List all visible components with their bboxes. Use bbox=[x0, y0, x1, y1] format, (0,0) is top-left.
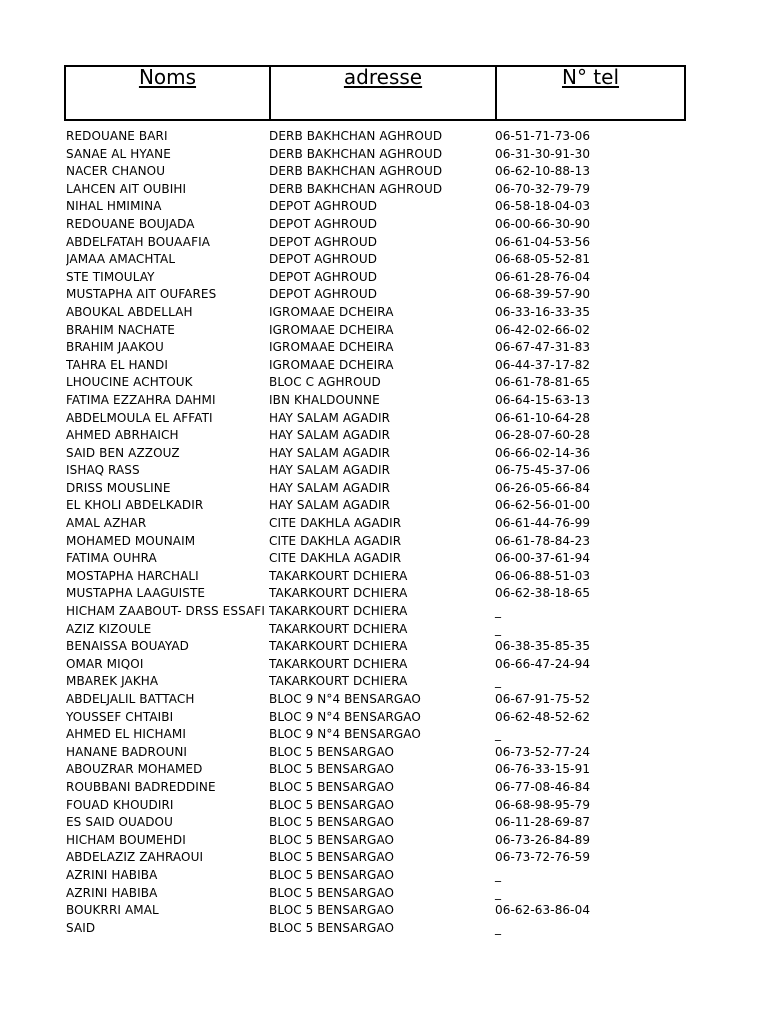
table-row bbox=[66, 497, 686, 515]
name-cell: SAID BEN AZZOUZ bbox=[66, 445, 180, 460]
name-cell: MUSTAPHA AIT OUFARES bbox=[66, 287, 217, 302]
name-cell: LAHCEN AIT OUBIHI bbox=[66, 181, 187, 196]
phone-cell: 06-73-26-84-89 bbox=[495, 832, 591, 847]
phone-cell: 06-62-48-52-62 bbox=[495, 709, 591, 724]
name-cell: JAMAA AMACHTAL bbox=[66, 252, 176, 267]
table-row bbox=[66, 568, 686, 586]
address-cell: HAY SALAM AGADIR bbox=[269, 410, 391, 425]
phone-cell: 06-77-08-46-84 bbox=[495, 779, 591, 794]
table-row bbox=[66, 656, 686, 674]
name-cell: ABDELMOULA EL AFFATI bbox=[66, 410, 213, 425]
address-cell: TAKARKOURT DCHIERA bbox=[269, 621, 408, 636]
phone-cell: _ bbox=[495, 885, 502, 900]
phone-cell: 06-00-37-61-94 bbox=[495, 551, 591, 566]
phone-cell: 06-75-45-37-06 bbox=[495, 463, 591, 478]
phone-cell: 06-61-28-76-04 bbox=[495, 269, 591, 284]
phone-cell: _ bbox=[495, 621, 502, 636]
address-cell: BLOC 5 BENSARGAO bbox=[269, 832, 395, 847]
phone-cell: 06-61-78-84-23 bbox=[495, 533, 591, 548]
address-cell: BLOC 5 BENSARGAO bbox=[269, 797, 395, 812]
name-cell: MUSTAPHA LAAGUISTE bbox=[66, 586, 206, 601]
name-cell: HANANE BADROUNI bbox=[66, 744, 188, 759]
table-row bbox=[66, 357, 686, 375]
name-cell: LHOUCINE ACHTOUK bbox=[66, 375, 193, 390]
name-cell: ROUBBANI BADREDDINE bbox=[66, 779, 216, 794]
address-cell: BLOC 5 BENSARGAO bbox=[269, 867, 395, 882]
address-cell: BLOC 5 BENSARGAO bbox=[269, 744, 395, 759]
address-cell: DEPOT AGHROUD bbox=[269, 287, 378, 302]
table-row bbox=[66, 515, 686, 533]
table-row bbox=[66, 198, 686, 216]
name-cell: BRAHIM JAAKOU bbox=[66, 340, 164, 355]
address-cell: HAY SALAM AGADIR bbox=[269, 463, 391, 478]
address-cell: TAKARKOURT DCHIERA bbox=[269, 586, 408, 601]
table-row bbox=[66, 374, 686, 392]
phone-cell: 06-58-18-04-03 bbox=[495, 199, 591, 214]
table-row bbox=[66, 462, 686, 480]
phone-cell: _ bbox=[495, 674, 502, 689]
address-cell: BLOC 9 N°4 BENSARGAO bbox=[269, 692, 421, 706]
table-body bbox=[66, 128, 686, 937]
phone-cell: 06-76-33-15-91 bbox=[495, 762, 591, 777]
address-cell: BLOC 5 BENSARGAO bbox=[269, 762, 395, 777]
table-row bbox=[66, 146, 686, 164]
phone-cell: 06-31-30-91-30 bbox=[495, 146, 591, 161]
phone-cell: 06-44-37-17-82 bbox=[495, 357, 591, 372]
name-cell: ABDELFATAH BOUAAFIA bbox=[66, 234, 211, 249]
address-cell: DEPOT AGHROUD bbox=[269, 199, 378, 214]
table-row bbox=[66, 761, 686, 779]
phone-cell: 06-62-10-88-13 bbox=[495, 164, 591, 179]
table-row bbox=[66, 797, 686, 815]
header-cell-phone bbox=[495, 67, 684, 119]
phone-cell: 06-26-05-66-84 bbox=[495, 480, 591, 495]
phone-cell: 06-61-44-76-99 bbox=[495, 516, 591, 531]
phone-cell: 06-73-72-76-59 bbox=[495, 850, 591, 865]
address-cell: TAKARKOURT DCHIERA bbox=[269, 604, 408, 619]
address-cell: BLOC 5 BENSARGAO bbox=[269, 815, 395, 830]
address-cell: BLOC 5 BENSARGAO bbox=[269, 850, 395, 865]
phone-cell: 06-67-91-75-52 bbox=[495, 692, 591, 706]
table-row bbox=[66, 251, 686, 269]
header-address-label: adresse bbox=[343, 65, 423, 89]
address-cell: IBN KHALDOUNNE bbox=[269, 392, 380, 407]
phone-cell: 06-67-47-31-83 bbox=[495, 340, 591, 355]
name-cell: AHMED ABRHAICH bbox=[66, 428, 179, 443]
address-cell: DERB BAKHCHAN AGHROUD bbox=[269, 146, 443, 161]
header-phone-label: N° tel bbox=[561, 65, 620, 89]
phone-cell: 06-70-32-79-79 bbox=[495, 181, 591, 196]
address-cell: BLOC 5 BENSARGAO bbox=[269, 779, 395, 794]
phone-cell: 06-66-02-14-36 bbox=[495, 445, 591, 460]
address-cell: HAY SALAM AGADIR bbox=[269, 428, 391, 443]
table-header bbox=[64, 65, 686, 121]
address-cell: IGROMAAE DCHEIRA bbox=[269, 304, 394, 319]
name-cell: FATIMA OUHRA bbox=[66, 551, 157, 566]
phone-cell: 06-38-35-85-35 bbox=[495, 639, 591, 654]
name-cell: AZRINI HABIBA bbox=[66, 885, 158, 900]
name-cell: ABOUKAL ABDELLAH bbox=[66, 304, 193, 319]
table-row bbox=[66, 163, 686, 181]
name-cell: ABOUZRAR MOHAMED bbox=[66, 762, 203, 777]
address-cell: IGROMAAE DCHEIRA bbox=[269, 322, 394, 337]
name-cell: ABDELAZIZ ZAHRAOUI bbox=[66, 850, 204, 865]
table-row bbox=[66, 181, 686, 199]
address-cell: DERB BAKHCHAN AGHROUD bbox=[269, 164, 443, 179]
name-cell: FATIMA EZZAHRA DAHMI bbox=[66, 392, 216, 407]
name-cell: MBAREK JAKHA bbox=[66, 674, 159, 689]
address-cell: HAY SALAM AGADIR bbox=[269, 445, 391, 460]
table-row bbox=[66, 216, 686, 234]
phone-cell: 06-33-16-33-35 bbox=[495, 304, 591, 319]
table-row bbox=[66, 779, 686, 797]
name-cell: STE TIMOULAY bbox=[66, 269, 155, 284]
phone-cell: 06-66-47-24-94 bbox=[495, 656, 591, 671]
address-cell: TAKARKOURT DCHIERA bbox=[269, 568, 408, 583]
phone-cell: 06-42-02-66-02 bbox=[495, 322, 591, 337]
address-cell: BLOC 9 N°4 BENSARGAO bbox=[269, 709, 421, 724]
table-row bbox=[66, 885, 686, 903]
phone-cell: 06-51-71-73-06 bbox=[495, 129, 591, 143]
table-row bbox=[66, 832, 686, 850]
table-row bbox=[66, 550, 686, 568]
name-cell: REDOUANE BARI bbox=[66, 129, 168, 143]
address-cell: TAKARKOURT DCHIERA bbox=[269, 639, 408, 654]
table-row bbox=[66, 269, 686, 287]
name-cell: SANAE AL HYANE bbox=[66, 146, 171, 161]
name-cell: AHMED EL HICHAMI bbox=[66, 727, 186, 742]
address-cell: BLOC 9 N°4 BENSARGAO bbox=[269, 727, 421, 742]
table-row bbox=[66, 410, 686, 428]
table-row bbox=[66, 920, 686, 938]
address-cell: BLOC 5 BENSARGAO bbox=[269, 885, 395, 900]
address-cell: DEPOT AGHROUD bbox=[269, 216, 378, 231]
name-cell: BRAHIM NACHATE bbox=[66, 322, 175, 337]
header-cell-names bbox=[66, 67, 269, 119]
table-row bbox=[66, 427, 686, 445]
address-cell: CITE DAKHLA AGADIR bbox=[269, 551, 402, 566]
name-cell: AMAL AZHAR bbox=[66, 516, 147, 531]
name-cell: ABDELJALIL BATTACH bbox=[66, 692, 195, 706]
name-cell: OMAR MIQOI bbox=[66, 656, 144, 671]
address-cell: IGROMAAE DCHEIRA bbox=[269, 357, 394, 372]
address-cell: BLOC 5 BENSARGAO bbox=[269, 920, 395, 935]
name-cell: ISHAQ RASS bbox=[66, 463, 140, 478]
address-cell: IGROMAAE DCHEIRA bbox=[269, 340, 394, 355]
name-cell: BENAISSA BOUAYAD bbox=[66, 639, 189, 654]
address-cell: DEPOT AGHROUD bbox=[269, 269, 378, 284]
phone-cell: _ bbox=[495, 867, 502, 882]
phone-cell: _ bbox=[495, 727, 502, 742]
name-cell: DRISS MOUSLINE bbox=[66, 480, 171, 495]
address-cell: HAY SALAM AGADIR bbox=[269, 480, 391, 495]
phone-cell: 06-68-39-57-90 bbox=[495, 287, 591, 302]
phone-cell: 06-62-56-01-00 bbox=[495, 498, 591, 513]
address-cell: BLOC C AGHROUD bbox=[269, 375, 381, 390]
phone-cell: 06-06-88-51-03 bbox=[495, 568, 591, 583]
table-row bbox=[66, 445, 686, 463]
table-row bbox=[66, 902, 686, 920]
table-row bbox=[66, 849, 686, 867]
table-row bbox=[66, 128, 686, 146]
name-cell: NIHAL HMIMINA bbox=[66, 199, 162, 214]
address-cell: TAKARKOURT DCHIERA bbox=[269, 656, 408, 671]
table-row bbox=[66, 709, 686, 727]
name-cell: MOHAMED MOUNAIM bbox=[66, 533, 196, 548]
table-row bbox=[66, 638, 686, 656]
phone-cell: 06-62-38-18-65 bbox=[495, 586, 591, 601]
header-cell-address bbox=[269, 67, 495, 119]
table-row bbox=[66, 304, 686, 322]
name-cell: YOUSSEF CHTAIBI bbox=[66, 709, 174, 724]
table-row bbox=[66, 673, 686, 691]
phone-cell: 06-11-28-69-87 bbox=[495, 815, 591, 830]
table-row bbox=[66, 621, 686, 639]
name-cell: SAID bbox=[66, 920, 96, 935]
name-cell: FOUAD KHOUDIRI bbox=[66, 797, 174, 812]
table-row bbox=[66, 234, 686, 252]
name-cell: EL KHOLI ABDELKADIR bbox=[66, 498, 204, 513]
table-row bbox=[66, 339, 686, 357]
table-row bbox=[66, 585, 686, 603]
address-cell: DEPOT AGHROUD bbox=[269, 252, 378, 267]
phone-cell: 06-61-04-53-56 bbox=[495, 234, 591, 249]
address-cell: TAKARKOURT DCHIERA bbox=[269, 674, 408, 689]
phone-cell: 06-28-07-60-28 bbox=[495, 428, 591, 443]
address-cell: BLOC 5 BENSARGAO bbox=[269, 903, 395, 918]
table-row bbox=[66, 814, 686, 832]
address-cell: CITE DAKHLA AGADIR bbox=[269, 533, 402, 548]
table-row bbox=[66, 726, 686, 744]
name-cell: REDOUANE BOUJADA bbox=[66, 216, 195, 231]
address-cell: DERB BAKHCHAN AGHROUD bbox=[269, 181, 443, 196]
address-cell: CITE DAKHLA AGADIR bbox=[269, 516, 402, 531]
phone-cell: 06-61-10-64-28 bbox=[495, 410, 591, 425]
name-cell: TAHRA EL HANDI bbox=[66, 357, 168, 372]
name-cell: MOSTAPHA HARCHALI bbox=[66, 568, 199, 583]
phone-cell: _ bbox=[495, 920, 502, 935]
name-cell: HICHAM BOUMEHDI bbox=[66, 832, 186, 847]
header-names-label: Noms bbox=[138, 65, 197, 89]
phone-cell: 06-61-78-81-65 bbox=[495, 375, 591, 390]
phone-cell: 06-00-66-30-90 bbox=[495, 216, 591, 231]
phone-cell: 06-68-05-52-81 bbox=[495, 252, 591, 267]
table-row bbox=[66, 480, 686, 498]
table-row bbox=[66, 392, 686, 410]
table-row bbox=[66, 744, 686, 762]
phone-cell: _ bbox=[495, 604, 502, 619]
name-cell: HICHAM ZAABOUT- DRSS ESSAFI bbox=[66, 604, 265, 619]
address-cell: DERB BAKHCHAN AGHROUD bbox=[269, 129, 443, 143]
name-cell: AZIZ KIZOULE bbox=[66, 621, 152, 636]
address-cell: HAY SALAM AGADIR bbox=[269, 498, 391, 513]
table-row bbox=[66, 691, 686, 709]
table-row bbox=[66, 867, 686, 885]
name-cell: ES SAID OUADOU bbox=[66, 815, 173, 830]
phone-cell: 06-73-52-77-24 bbox=[495, 744, 591, 759]
address-cell: DEPOT AGHROUD bbox=[269, 234, 378, 249]
phone-cell: 06-62-63-86-04 bbox=[495, 903, 591, 918]
name-cell: BOUKRRI AMAL bbox=[66, 903, 159, 918]
phone-cell: 06-68-98-95-79 bbox=[495, 797, 591, 812]
phone-cell: 06-64-15-63-13 bbox=[495, 392, 591, 407]
table-row bbox=[66, 603, 686, 621]
name-cell: NACER CHANOU bbox=[66, 164, 166, 179]
table-row bbox=[66, 533, 686, 551]
name-cell: AZRINI HABIBA bbox=[66, 867, 158, 882]
table-row bbox=[66, 322, 686, 340]
table-row bbox=[66, 286, 686, 304]
